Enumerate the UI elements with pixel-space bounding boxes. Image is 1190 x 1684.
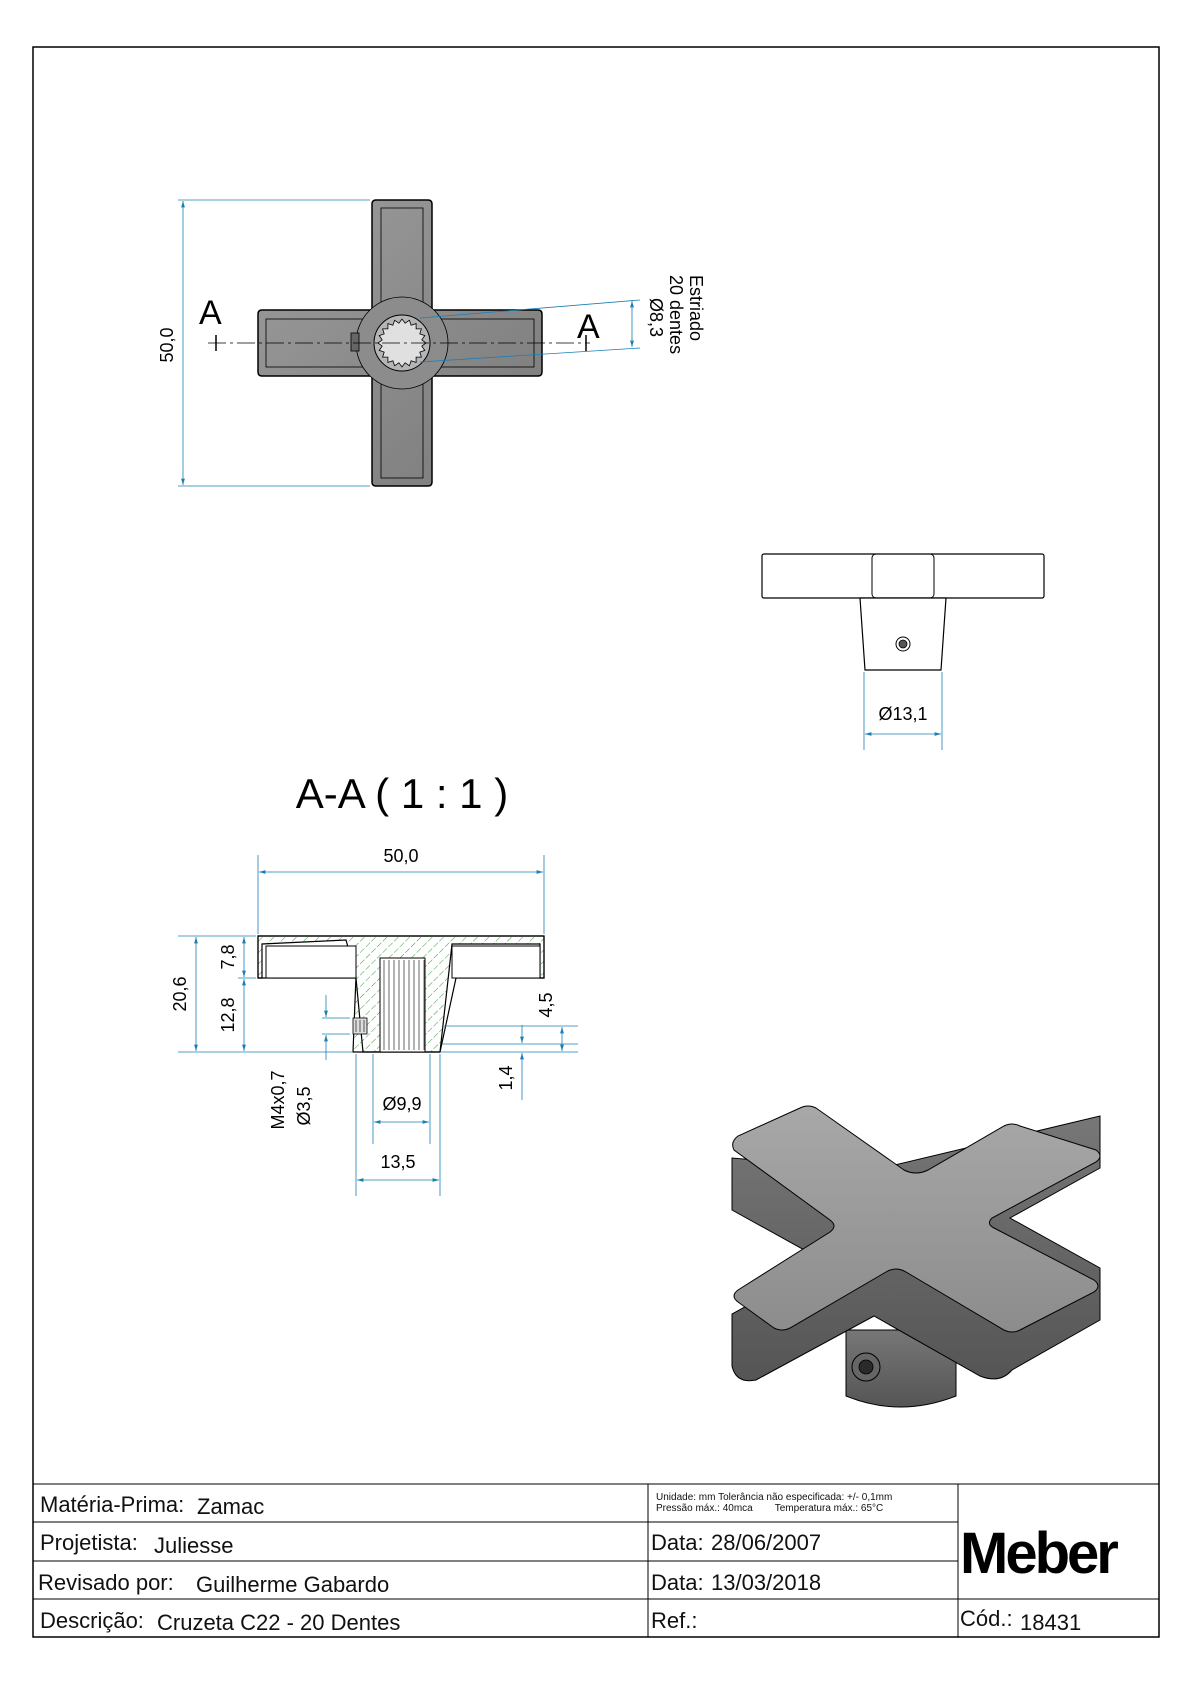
spline-note-line2: 20 dentes (666, 275, 686, 355)
tb-description-label: Descrição: (40, 1608, 144, 1633)
meber-logo: Meber (960, 1521, 1116, 1586)
tb-date1-label: Data: (651, 1530, 704, 1555)
side-screw-inner (899, 640, 907, 648)
sheet-border (33, 47, 1159, 1637)
top-view (157, 200, 706, 486)
side-arms (762, 554, 1044, 598)
section-title: A-A ( 1 : 1 ) (295, 770, 509, 817)
tb-description-value: Cruzeta C22 - 20 Dentes (157, 1610, 401, 1635)
tb-notes-line1: Unidade: mm Tolerância não especificada: +/- 0,1mm (656, 1492, 893, 1503)
tb-date2-value: 13/03/2018 (711, 1570, 822, 1595)
sec-dim-screw-offset-label: 4,5 (536, 992, 556, 1018)
side-hub (860, 598, 946, 670)
tb-material-label: Matéria-Prima: (40, 1492, 185, 1517)
tb-material-value: Zamac (197, 1494, 265, 1519)
set-screw-head (351, 333, 359, 351)
iso-view (732, 1106, 1100, 1407)
iso-screw-inner (859, 1360, 873, 1374)
spline-note-line3: Ø8,3 (646, 298, 666, 338)
side-view (762, 554, 1044, 750)
section-arm-cavity-right (452, 946, 540, 978)
tb-designer-value: Juliesse (154, 1533, 234, 1558)
tb-ref-label: Ref.: (651, 1608, 698, 1633)
side-dim-label: Ø13,1 (878, 704, 928, 724)
sec-dim-thread-label: M4x0,7 (268, 1070, 288, 1130)
tb-reviewer-value: Guilherme Gabardo (196, 1572, 390, 1597)
sec-dim-arm-label: 7,8 (218, 944, 238, 970)
sec-dim-width-label: 50,0 (383, 846, 419, 866)
section-arm-cavity-left (266, 946, 356, 978)
tb-date2-label: Data: (651, 1570, 704, 1595)
sec-dim-bottom-offset-label: 1,4 (496, 1065, 516, 1091)
section-marker-left: A (199, 294, 222, 332)
tb-date1-value: 28/06/2007 (711, 1530, 822, 1555)
sec-dim-hub-label: 12,8 (218, 997, 238, 1033)
section-bore (380, 958, 425, 1052)
tb-code-value: 18431 (1020, 1610, 1082, 1635)
section-marker-right: A (577, 308, 600, 346)
sec-dim-screw-dia-label: Ø3,5 (294, 1086, 314, 1126)
tb-code-label: Cód.: (960, 1606, 1013, 1631)
sec-dim-total-label: 20,6 (170, 976, 190, 1012)
spline-note-line1: Estriado (686, 275, 706, 342)
tb-reviewer-label: Revisado por: (38, 1570, 174, 1595)
tb-notes-line2: Pressão máx.: 40mca Temperatura máx.: 65°C (656, 1503, 884, 1514)
tb-designer-label: Projetista: (40, 1530, 138, 1555)
section-view (170, 770, 578, 1196)
dim-height-label: 50,0 (157, 327, 177, 363)
sec-dim-bore-label: Ø9,9 (382, 1094, 422, 1114)
sec-dim-hub-width-label: 13,5 (380, 1152, 416, 1172)
